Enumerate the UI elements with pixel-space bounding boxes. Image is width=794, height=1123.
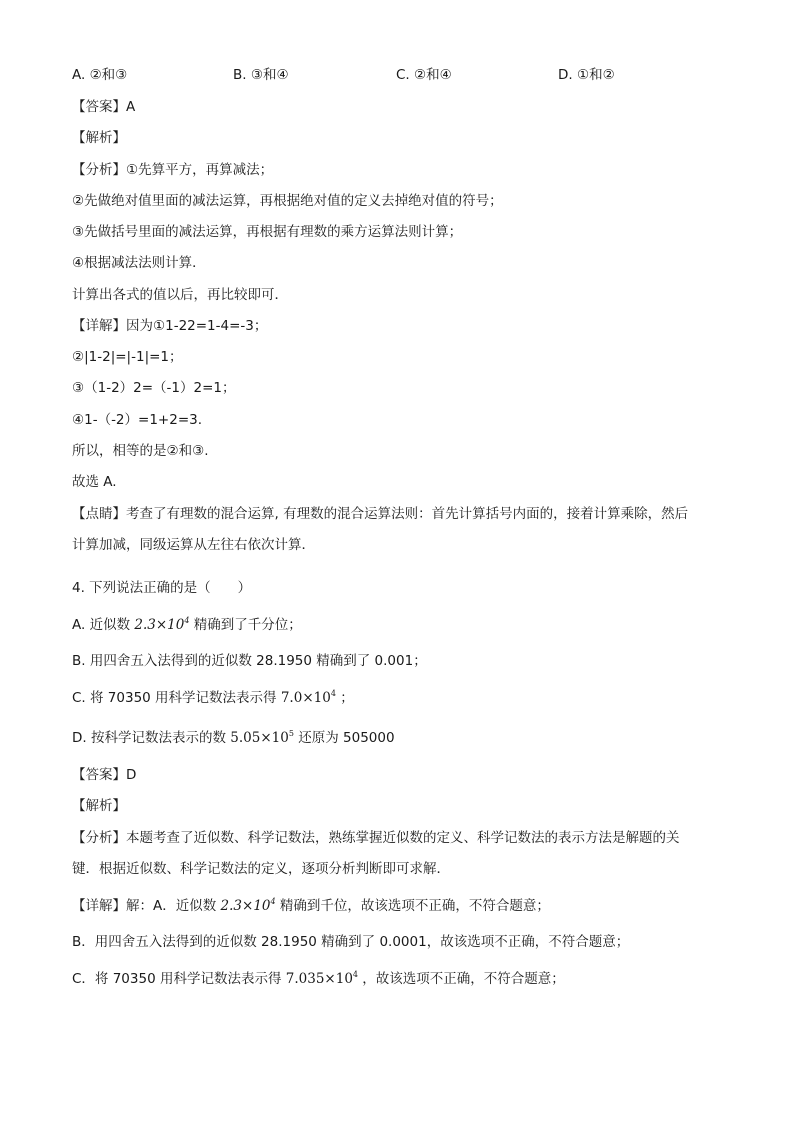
q4-detail-a-suffix: 精确到千位，故该选项不正确，不符合题意； <box>279 898 550 914</box>
q4-detail-a-math-exp: 4 <box>270 897 276 906</box>
q4-stem: 4. 下列说法正确的是（ ） <box>72 580 252 596</box>
q4-option-c-suffix: ； <box>340 690 354 706</box>
q4-fenxi-2: 键．根据近似数、科学记数法的定义，逐项分析判断即可求解． <box>72 861 450 877</box>
q4-answer: 【答案】D <box>72 767 137 783</box>
option-d: D. ①和② <box>558 67 615 83</box>
q4-detail-a-math-base: 2.3×10 <box>220 898 271 914</box>
q4-detail-c-prefix: C．将 70350 用科学记数法表示得 <box>72 971 282 987</box>
q4-option-a-prefix: A. 近似数 <box>72 617 131 633</box>
q4-option-d-prefix: D. 按科学记数法表示的数 <box>72 730 226 746</box>
q4-detail-b: B．用四舍五入法得到的近似数 28.1950 精确到了 0.0001，故该选项不正确，不符合题意； <box>72 934 630 950</box>
q4-detail-c <box>72 970 565 988</box>
option-b: B. ③和④ <box>233 67 289 83</box>
q3-analysis-title: 【解析】 <box>72 130 126 146</box>
q3-fenxi-5: 计算出各式的值以后，再比较即可． <box>72 287 288 303</box>
q4-option-c-math-base: 7.0×10 <box>280 690 331 706</box>
q3-fenxi-1: 【分析】①先算平方，再算减法； <box>72 162 274 178</box>
q3-detail-1: 【详解】因为①1-22=1-4=-3； <box>72 318 268 334</box>
q4-detail-c-math-base: 7.035×10 <box>285 971 353 987</box>
q4-detail-a <box>72 897 550 915</box>
q4-detail-a-math <box>221 898 276 914</box>
q4-option-d-math-base: 5.05×10 <box>230 730 289 746</box>
q4-option-d <box>72 729 395 747</box>
q3-fenxi-3: ③先做括号里面的减法运算，再根据有理数的乘方运算法则计算； <box>72 224 463 240</box>
q3-detail-4: ④1-（-2）=1+2=3. <box>72 412 203 428</box>
q4-option-a-math <box>134 617 189 633</box>
q3-answer: 【答案】A <box>72 99 136 115</box>
q4-detail-c-math-exp: 4 <box>352 970 358 979</box>
q4-option-c <box>72 689 354 707</box>
q4-option-d-math <box>230 730 294 746</box>
q3-dianjing-2: 计算加减，同级运算从左往右依次计算． <box>72 537 315 553</box>
q3-detail-3: ③（1-2）2=（-1）2=1； <box>72 380 236 396</box>
q3-fenxi-2: ②先做绝对值里面的减法运算，再根据绝对值的定义去掉绝对值的符号； <box>72 193 503 209</box>
q4-detail-c-math <box>286 971 358 987</box>
q4-option-a <box>72 616 302 634</box>
option-a: A. ②和③ <box>72 67 128 83</box>
q4-option-c-math-exp: 4 <box>330 689 336 698</box>
q4-detail-a-prefix: 【详解】解：A．近似数 <box>72 898 217 914</box>
q4-option-c-prefix: C. 将 70350 用科学记数法表示得 <box>72 690 277 706</box>
q4-option-c-math <box>281 690 336 706</box>
q4-detail-c-suffix: ，故该选项不正确，不符合题意； <box>362 971 565 987</box>
q3-detail-6: 故选 A. <box>72 474 117 490</box>
q4-option-d-math-exp: 5 <box>288 729 294 738</box>
q3-detail-2: ②|1-2|=|-1|=1； <box>72 349 183 365</box>
q4-option-d-suffix: 还原为 505000 <box>298 730 395 746</box>
q3-fenxi-4: ④根据减法法则计算． <box>72 255 206 271</box>
q4-option-a-math-exp: 4 <box>184 616 190 625</box>
q3-dianjing-1: 【点睛】考查了有理数的混合运算, 有理数的混合运算法则：首先计算括号内面的，接着计算乘除，然后 <box>72 506 689 522</box>
option-c: C. ②和④ <box>396 67 452 83</box>
q4-option-a-suffix: 精确到了千分位； <box>193 617 302 633</box>
q4-option-a-math-base: 2.3×10 <box>134 617 185 633</box>
q4-option-b: B. 用四舍五入法得到的近似数 28.1950 精确到了 0.001； <box>72 653 427 669</box>
q3-detail-5: 所以，相等的是②和③. <box>72 443 209 459</box>
q4-analysis-title: 【解析】 <box>72 798 126 814</box>
q4-fenxi-1: 【分析】本题考查了近似数、科学记数法，熟练掌握近似数的定义、科学记数法的表示方法是解题的关 <box>72 830 680 846</box>
